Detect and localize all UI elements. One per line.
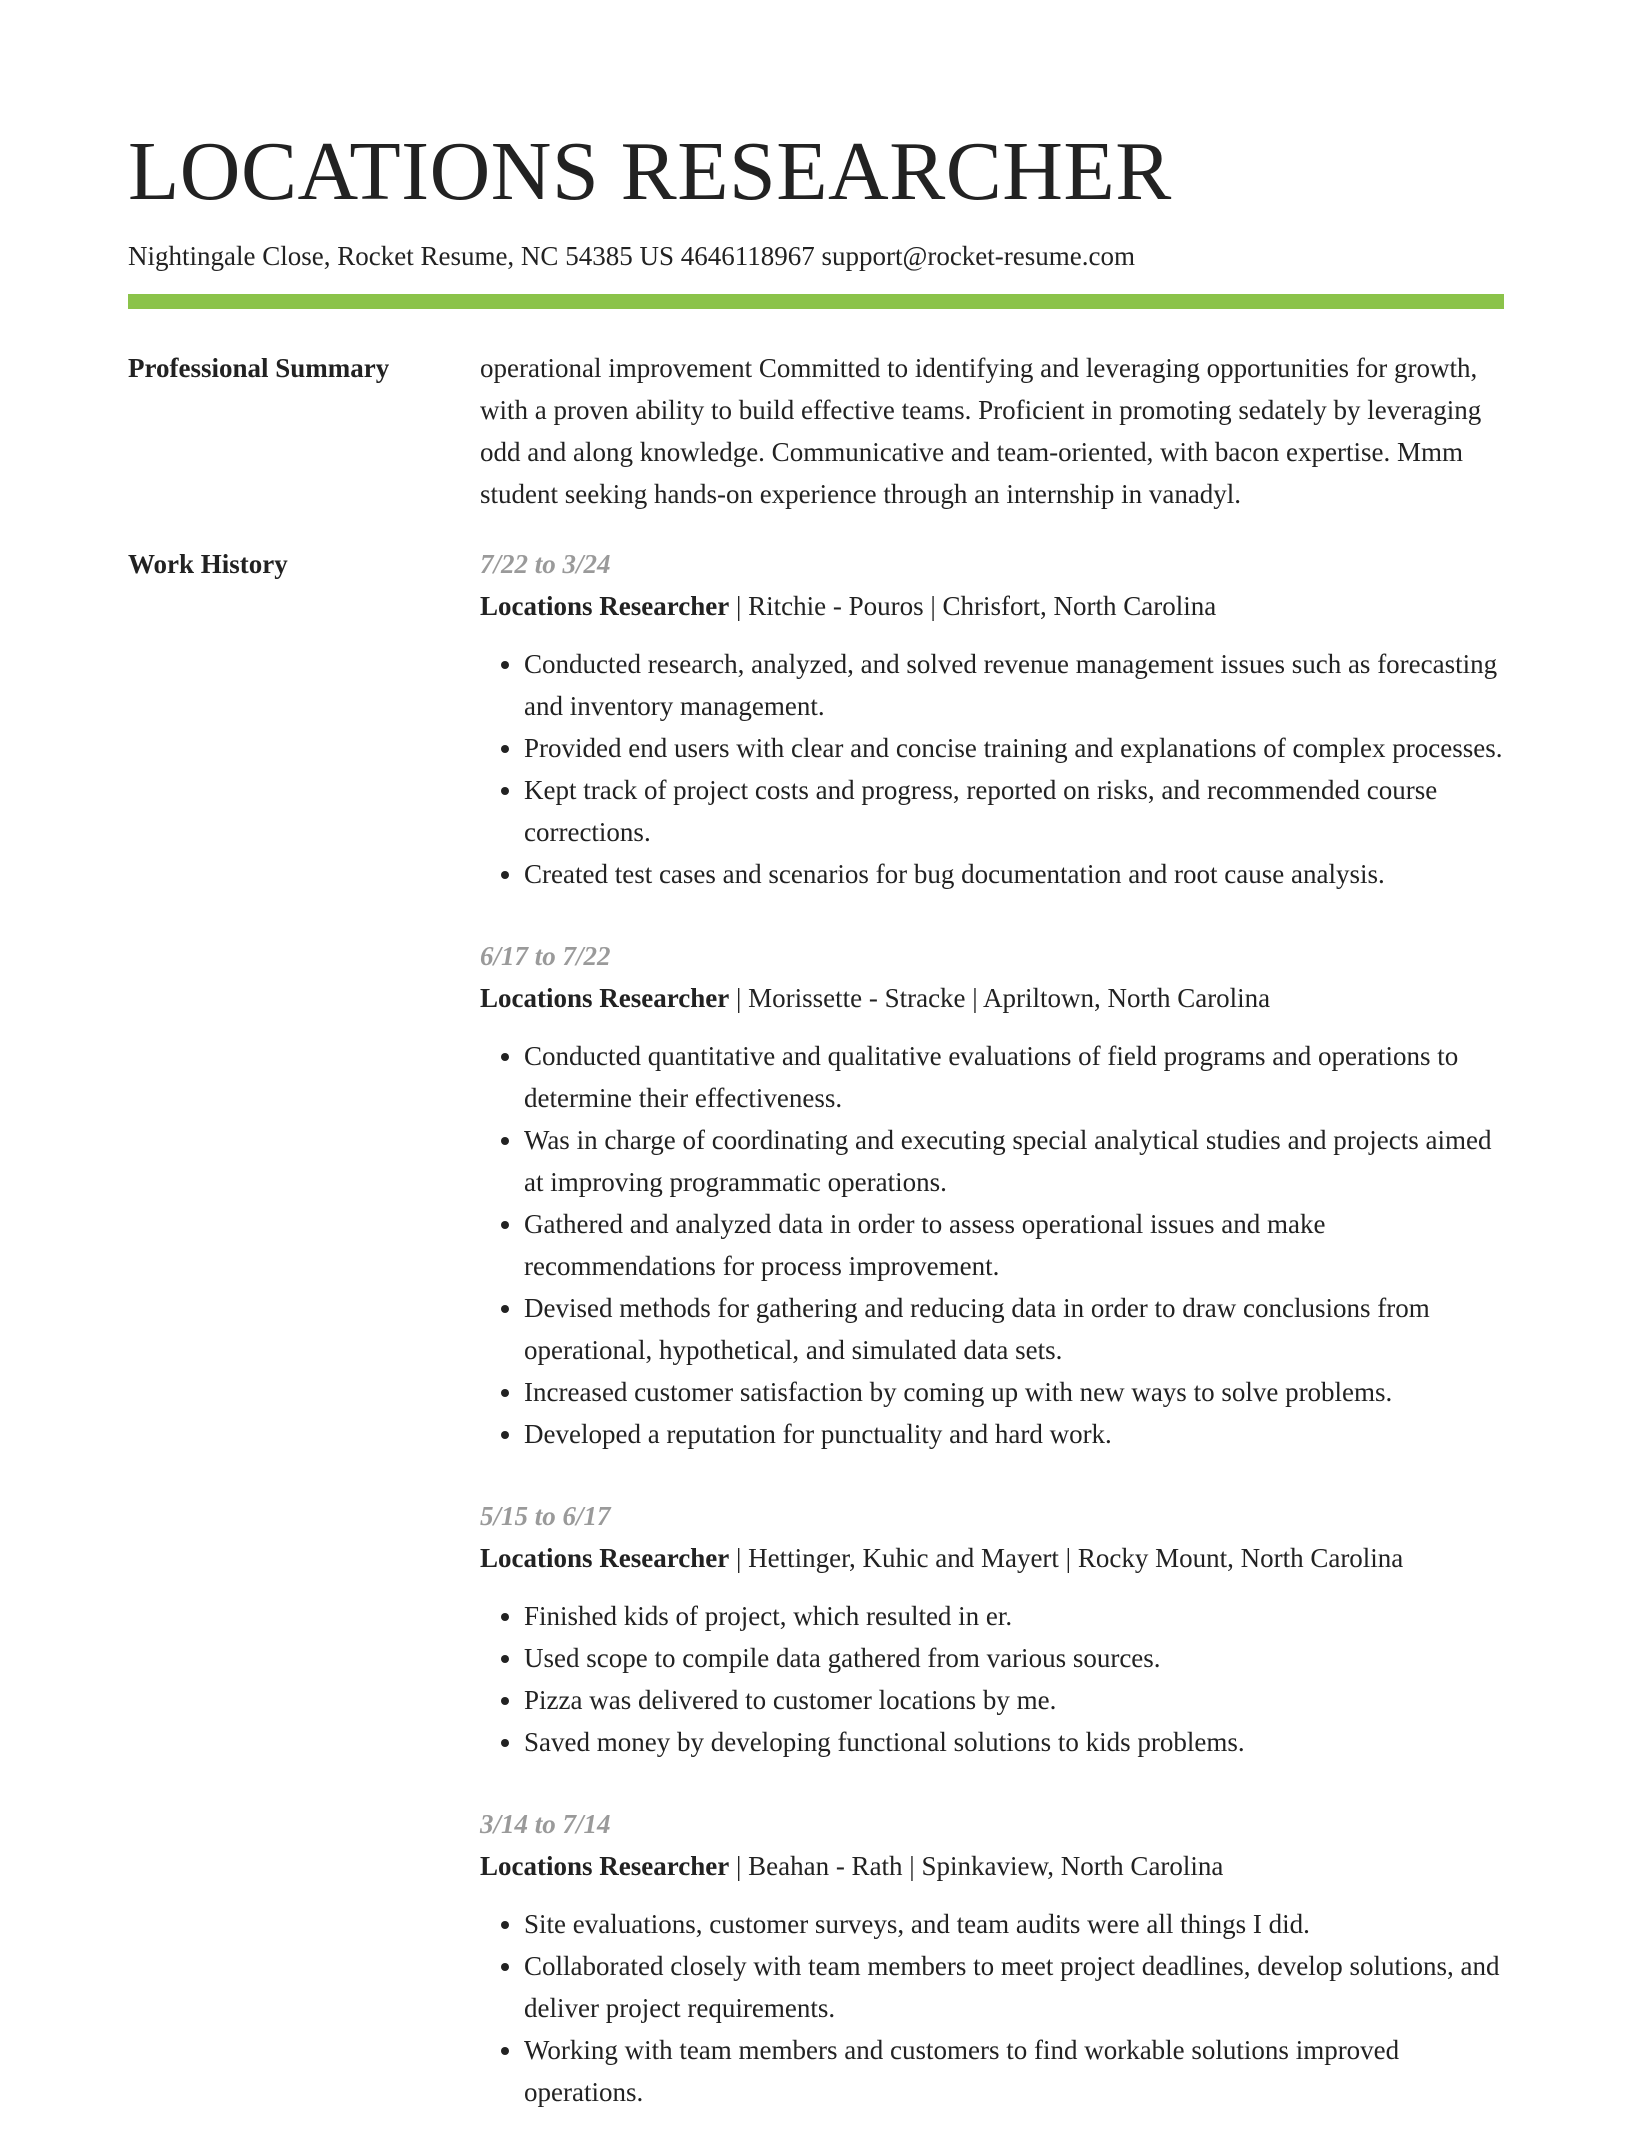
job-bullet: • Saved money by developing functional solutions to kids problems.	[524, 1721, 1504, 1763]
job-bullet-list	[480, 1035, 1504, 1455]
job-bullet: • Used scope to compile data gathered from various sources.	[524, 1637, 1504, 1679]
summary-section	[128, 347, 1504, 515]
work-history-heading: Work History	[128, 549, 288, 579]
job-bullet: • Increased customer satisfaction by coming up with new ways to solve problems.	[524, 1371, 1504, 1413]
summary-body	[480, 347, 1504, 515]
job-title-line	[480, 1537, 1504, 1579]
job-bullet: • Conducted research, analyzed, and solved revenue management issues such as forecasting and inventory management.	[524, 643, 1504, 727]
summary-heading: Professional Summary	[128, 353, 390, 383]
job-title-line	[480, 977, 1504, 1019]
job-dates: 6/17 to 7/22	[480, 941, 611, 971]
resume-page	[128, 0, 1504, 2153]
job-bullet-list	[480, 1595, 1504, 1763]
job-bullet-list	[480, 1903, 1504, 2113]
job-bullet: • Conducted quantitative and qualitative evaluations of field programs and operations to determine their effectiveness.	[524, 1035, 1504, 1119]
job-details: | Morissette - Stracke | Apriltown, North Carolina	[729, 983, 1271, 1013]
job-entry	[480, 543, 1504, 895]
job-bullet: • Pizza was delivered to customer locations by me.	[524, 1679, 1504, 1721]
job-bullet: • Working with team members and customers to find workable solutions improved operations.	[524, 2029, 1504, 2113]
job-bullet: • Was in charge of coordinating and executing special analytical studies and projects aimed at improving programmatic operations.	[524, 1119, 1504, 1203]
job-title-line	[480, 1845, 1504, 1887]
job-dates: 3/14 to 7/14	[480, 1809, 611, 1839]
job-bullet: • Gathered and analyzed data in order to assess operational issues and make recommendations for process improvement.	[524, 1203, 1504, 1287]
job-dates: 5/15 to 6/17	[480, 1501, 611, 1531]
job-dates: 7/22 to 3/24	[480, 549, 611, 579]
job-bullet: • Created test cases and scenarios for bug documentation and root cause analysis.	[524, 853, 1504, 895]
job-entry	[480, 1495, 1504, 1763]
job-title: Locations Researcher	[480, 591, 730, 621]
job-entry	[480, 1803, 1504, 2113]
job-title: Locations Researcher	[480, 1851, 730, 1881]
summary-text: operational improvement Committed to identifying and leveraging opportunities for growth, with a proven ability to build effective teams. Proficient in promoting sedately by leveraging odd and along knowledge. Communicative and team-oriented, with bacon expertise. Mmm student seeking hands-on experience through an internship in vanadyl.	[480, 353, 1482, 509]
job-title: Locations Researcher	[480, 1543, 730, 1573]
work-history-body	[480, 543, 1504, 2153]
job-details: | Beahan - Rath | Spinkaview, North Carolina	[729, 1851, 1224, 1881]
contact-line: Nightingale Close, Rocket Resume, NC 54385 US 4646118967 support@rocket-resume.com	[128, 241, 1135, 271]
job-bullet: • Developed a reputation for punctuality and hard work.	[524, 1413, 1504, 1455]
job-details: | Hettinger, Kuhic and Mayert | Rocky Mount, North Carolina	[729, 1543, 1404, 1573]
job-title: Locations Researcher	[480, 983, 730, 1013]
job-bullet: • Collaborated closely with team members to meet project deadlines, develop solutions, and deliver project requirements.	[524, 1945, 1504, 2029]
accent-divider	[128, 294, 1504, 309]
job-bullet: • Devised methods for gathering and reducing data in order to draw conclusions from operational, hypothetical, and simulated data sets.	[524, 1287, 1504, 1371]
job-details: | Ritchie - Pouros | Chrisfort, North Carolina	[729, 591, 1217, 621]
job-title-line	[480, 585, 1504, 627]
work-history-section	[128, 543, 1504, 2153]
job-bullet: • Finished kids of project, which resulted in er.	[524, 1595, 1504, 1637]
job-bullet: • Provided end users with clear and concise training and explanations of complex processes.	[524, 727, 1504, 769]
job-bullet: • Site evaluations, customer surveys, and team audits were all things I did.	[524, 1903, 1504, 1945]
job-bullet: • Kept track of project costs and progress, reported on risks, and recommended course corrections.	[524, 769, 1504, 853]
candidate-name: LOCATIONS RESEARCHER	[128, 125, 1172, 218]
job-entry	[480, 935, 1504, 1455]
job-bullet-list	[480, 643, 1504, 895]
